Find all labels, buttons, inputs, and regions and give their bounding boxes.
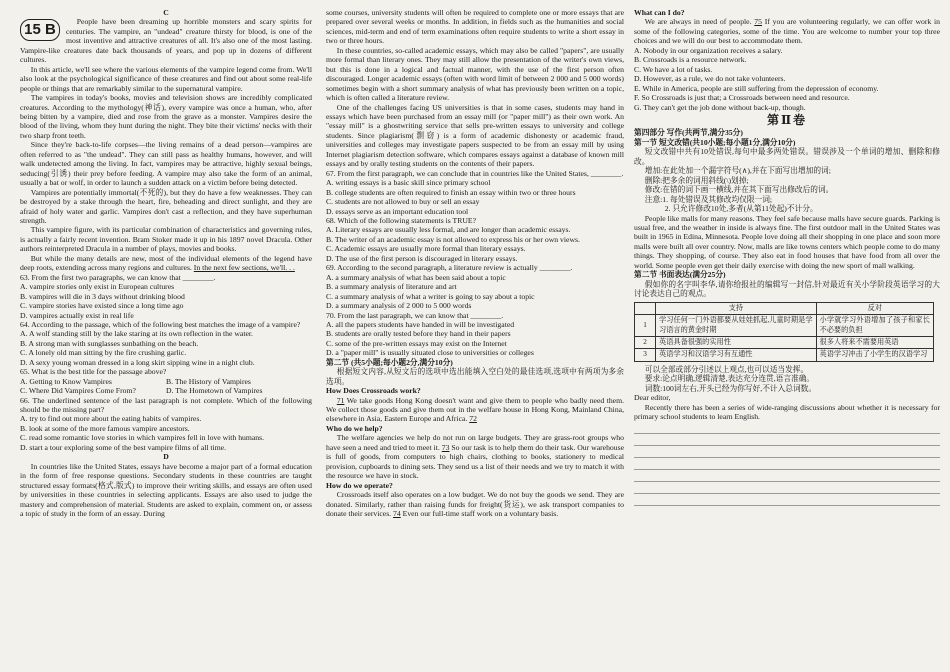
d-para-1: In countries like the United States, essays have become a major part of a formal education in the form of free response questions. Secondary students in these countries are taught structured essay formats(格式,版式) to improve their writing skills, and essays are often used by universities in these countries in selecting applicants. Essays are also used to judge the mastery and comprehension of material. Students are asked to explain, comment on, or assess a topic of study in the form of an essay. During [20, 461, 312, 519]
q68-option-d: D. The use of the first person is discouraged in literary essays. [326, 253, 518, 263]
part-4-title: 第四部分 写作(共两节,满分35分) [634, 128, 743, 138]
heading-operate: How do we operate? [326, 480, 393, 490]
heading-can-do: What can I do? [634, 8, 685, 17]
question-65: 65. What is the best title for the passage above? [20, 367, 167, 377]
para-how-works: 71 We take goods Hong Kong doesn't want and give them to people who badly need them. We collect those goods and give them out in the welfare house in Hong Kong, Mainland China, elsewhere in Asia, Eastern Europe and Africa. 72 [326, 395, 624, 424]
heading-who-help: Who do we help? [326, 423, 383, 433]
section-2-writing-title: 第二节 书面表达(满分25分) [634, 270, 726, 280]
q68-option-c: C. Academic essays are usually more formal than literary essays. [326, 244, 526, 254]
q64-option-a: A. A wolf standing still by the lake staring at its own reflection in the water. [20, 329, 253, 339]
q65-option-c: C. Where Did Vampires Come From? [20, 386, 136, 396]
seven-option-c: C. We have a lot of tasks. [634, 64, 713, 74]
q67-option-c: C. students are not allowed to buy or sell an essay [326, 197, 480, 207]
q63-option-b: B. vampires will die in 3 days without drinking blood [20, 291, 185, 301]
section-2-instructions: 根据短文内容,从短文后的选项中选出能填入空白处的最佳选项,选项中有两项为多余选项。 [326, 367, 624, 386]
q64-option-b: B. A strong man with sunglasses sunbathing on the beach. [20, 338, 199, 348]
seven-option-a: A. Nobody in our organization receives a salary. [634, 45, 783, 55]
q69-option-b: B. a summary analysis of literature and art [326, 282, 457, 292]
support-cell: 英语学习和汉语学习有互通性 [656, 349, 817, 361]
table-row [635, 336, 934, 348]
q70-option-c: C. some of the pre-written essays may exist on the Internet [326, 338, 507, 348]
d-para-1-cont: some courses, university students will often be required to complete one or more essays that are prepared over several weeks or months. In addition, in fields such as the humanities and social sciences, mid-term and end of term examinations often require students to write a short essay in two or three hours. [326, 8, 624, 46]
row-number: 3 [635, 349, 656, 361]
passage-d-letter: D [163, 452, 169, 462]
support-cell: 英语具备很强的实用性 [656, 336, 817, 348]
blank-71: 71 [336, 395, 345, 405]
q69-option-d: D. a summary analysis of 2 000 to 5 000 words [326, 301, 472, 311]
q66-option-d: D. start a tour exploring some of the best vampire films of all time. [20, 442, 227, 452]
requirement-3: 词数:100词左右,开头已经为你写好,不计入总词数。 [644, 383, 817, 393]
section-2-title: 第二节 (共5小题;每小题2分,满分10分) [326, 357, 453, 367]
seven-option-f: F. So Crossroads is just that; a Crossroads between need and resource. [634, 93, 850, 103]
c-para-5: Vampires are potentially immortal(不死的), but they do have a few weaknesses. They can be destroyed by a stake through the heart, fire, beheading and direct sunlight, and they are afraid of holy water and garlic. Vampires don't cast a reflection, and they have superhuman strength. [20, 187, 312, 225]
s1-instruction-4: 修改:在错的词下画一横线,并在其下面写出修改后的词。 [644, 185, 834, 195]
question-63: 63. From the first two paragraphs, we can know that ________. [20, 272, 216, 282]
c-para-7: But while the many details are new, most of the individual elements of the legend have deep roots, extending across many regions and cultures. In the next few sections, we'll. . . [20, 253, 312, 273]
question-70: 70. From the last paragraph, we can know that ________. [326, 310, 504, 320]
c-para-4: Since they're back-to-life corpses—the living remains of a dead person—vampires are often referred to as "the undead". They can still pass as healthy humans, however, and will walk undetected among the living. In fact, vampires may be attractive, highly sexual beings, seducing(引诱) their prey before feeding. A vampire may also take the form of an animal, usually a bat or wolf, in order to launch a sudden attack on a victim before being detected. [20, 140, 312, 188]
question-64: 64. According to the passage, which of the following best matches the image of a vampire? [20, 319, 301, 329]
d-para-3: One of the challenges facing US universities is that in some cases, students may hand in essays which have been purchased from an essay mill (or "paper mill") as their own work. An "essay mill" is a ghostwriting service that sells pre-written essays to university and college students. Since plagiarism(剽窃) is a form of academic dishonesty or academic fraud, universities and colleges may investigate papers suspected to be from an essay mill by using Internet plagiarism detection software, which compares essays against a database of known mill essays and by orally testing students on the contents of their papers. [326, 102, 624, 169]
c-para-3: The vampires in today's books, movies and television shows are incredibly complicated creatures. According to the mythology(神话), every vampire was once a human, who, after being bitten by a vampire, died and rose from the grave as a monster. Vampires desire the blood of the living, whom they hunt during the night. They bite their victims' necks with their two sharp front teeth. [20, 93, 312, 140]
oppose-cell: 英语学习冲击了小学生的汉语学习 [816, 349, 933, 361]
q70-option-d: D. a "paper mill" is usually situated close to universities or colleges [326, 348, 534, 358]
column-3 [634, 8, 940, 506]
column-2 [326, 8, 624, 518]
q63-option-d: D. vampires actually exist in real life [20, 310, 134, 320]
writing-line [634, 494, 940, 506]
q70-option-a: A. all the papers students have handed in will be investigated [326, 319, 515, 329]
row-number: 2 [635, 336, 656, 348]
q66-option-c: C. read some romantic love stories in which vampires fell in love with humans. [20, 433, 265, 443]
s1-instruction-2: 增加:在此处加一个漏字符号(∧),并在下面写出增加的词; [644, 166, 831, 176]
requirement-2: 要求:论点明确,逻辑清楚,表达充分连贯,语言准确。 [644, 374, 815, 384]
q64-option-c: C. A lonely old man sitting by the fire crushing garlic. [20, 348, 187, 358]
q65-options-row-2 [20, 386, 312, 395]
q65-option-b: B. The History of Vampires [166, 376, 251, 386]
para-who-help: The welfare agencies we help do not run on large budgets. They are grass-root groups who have seen a need and tried to meet it. 73 So our task is to help them do their task. Our warehouse is full of goods, from computers to high chairs, clothing to books, stationery to medical provision, cupboards to dining sets. They send us a list of their needs and we try to match it with the resource we have in stock. [326, 433, 625, 481]
page-badge: 15 B [20, 19, 60, 41]
support-cell: 学习任何一门外语都要从娃娃抓起,儿童时期是学习语言的黄金时期 [656, 315, 817, 337]
writing-line [634, 422, 940, 434]
q67-option-d: D. essays serve as an important education tool [326, 206, 469, 216]
c-para-2: In this article, we'll see where the various elements of the vampire legend come from. We'll also look at the psychological significance of these creatures and find out about some real-life people or things that are remarkably similar to the supernatural vampire. [20, 64, 312, 93]
writing-line [634, 434, 940, 446]
q69-option-c: C. a summary analysis of what a writer is going to say about a topic [326, 291, 535, 301]
seven-option-e: E. While in America, people are still suffering from the depression of economy. [634, 83, 879, 93]
blank-75: 75 [754, 17, 762, 27]
q67-option-a: A. writing essays is a basic skill since primary school [326, 178, 491, 188]
q65-option-a: A. Getting to Know Vampires [20, 376, 112, 386]
writing-line [634, 446, 940, 458]
letter-salutation: Dear editor, [634, 393, 671, 403]
writing-line [634, 482, 940, 494]
oppose-cell: 很多人将来不需要用英语 [816, 336, 933, 348]
table-row [635, 315, 934, 337]
q66-option-b: B. look at some of the more famous vampire ancestors. [20, 423, 190, 433]
volume-2-title: 第Ⅱ卷 [766, 112, 808, 127]
table-header-row [635, 302, 934, 314]
s1-instruction-5: 注意:1. 每处错误及其修改均仅限一词; [644, 194, 773, 204]
column-1 [20, 8, 312, 518]
q67-option-b: B. college students are often required to finish an essay within two or three hours [326, 187, 576, 197]
q66-option-a: A. try to find out more about the eating habits of vampires. [20, 414, 202, 424]
q69-option-a: A. a summary analysis of what has been said about a topic [326, 272, 506, 282]
blank-73: 73 [441, 442, 450, 452]
section-1-title: 第一节 短文改错(共10小题;每小题1分,满分10分) [634, 137, 796, 147]
blank-74: 74 [393, 509, 401, 519]
error-correction-passage: People like malls for many reasons. They feel safe because malls have secure guards. Parking is usual free, and the weather in inside is always fine. The first outdoor mall in the United States was built in 1965 in Edina, Minnesota. People love doing all their shopping in one place and soon more malls were built all over country. Now, malls are like towns centers which people come to do many things. They shopping, of course. They also eat in food houses that have food from all over the world. Some people even get their daily exercise with doing the new sport of mall walking. [634, 213, 940, 270]
writing-line [634, 458, 940, 470]
letter-opening: Recently there has been a series of wide-ranging discussions about whether it is necessary for primary school students to learn English. [634, 402, 940, 422]
q70-option-b: B. students are orally tested before they hand in their papers [326, 329, 511, 339]
q65-options-row-1 [20, 377, 312, 386]
passage-c-letter: C [163, 8, 169, 17]
writing-instructions: 假如你的名字叫李华,请你给报社的编辑写一封信,针对最近有关小学阶段英语学习的大讨论表达自己的观点。 [634, 279, 940, 299]
opinion-table [634, 302, 934, 362]
writing-line [634, 470, 940, 482]
header-support: 支持 [656, 302, 817, 314]
question-69: 69. According to the second paragraph, a literature review is actually ________. [326, 263, 573, 273]
blank-72: 72 [469, 414, 477, 424]
para-can-do: We are always in need of people. 75 If you are volunteering regularly, we can offer work in some of the following categories, some of the time. You are welcome to number your top three choices and we will do our best to accommodate them. [634, 17, 941, 46]
oppose-cell: 小学就学习外语增加了孩子和家长不必要的负担 [816, 315, 933, 337]
requirement-1: 可以全部或部分引述以上观点,也可以适当发挥。 [644, 364, 809, 374]
q63-option-a: A. vampire stories only exist in European cultures [20, 282, 175, 292]
question-67: 67. From the first paragraph, we can conclude that in countries like the United States, ________. [326, 168, 624, 178]
para-operate: Crossroads itself also operates on a low budget. We do not buy the goods we send. They are donated. Similarly, rather than raising funds for freight(货运), we ask transport companies to donate their services. 74 Even our full-time staff work on a voluntary basis. [326, 490, 624, 519]
s1-instruction-3: 删除:把多余的词用斜线(\)划掉; [644, 175, 749, 185]
q65-option-d: D. The Hometown of Vampires [166, 386, 263, 396]
seven-option-d: D. However, as a rule, we do not take volunteers. [634, 74, 786, 84]
q64-option-d: D. A sexy young woman dressed in a long skirt sipping wine in a night club. [20, 357, 255, 367]
row-number: 1 [635, 315, 656, 337]
seven-option-b: B. Crossroads is a resource network. [634, 55, 747, 65]
s1-instruction-1: 短文改错中共有10处错误,每句中最多两处错误。错误涉及一个单词的增加、删除和修改。 [634, 147, 940, 166]
underlined-sentence: In the next few sections, we'll. . . [193, 263, 295, 273]
seven-option-g: G. They can't get the job done without back-up, though. [634, 102, 806, 112]
table-row [635, 349, 934, 361]
c-para-1: People have been dreaming up horrible monsters and scary spirits for centuries. The vampire, an "undead" creature thirsty for blood, is one of the most inventive and attractive creatures of all. It's also one of the most lasting. Vampire-like creatures date back thousands of years, and pop up in dozens of different cultures. [20, 17, 312, 65]
header-oppose: 反对 [816, 302, 933, 314]
question-68: 68. Which of the following statements is TRUE? [326, 215, 477, 225]
c-para-6: This vampire figure, with its particular combination of characteristics and governing rules, is actually a fairly recent invention. Bram Stoker made it up in his 1897 novel Dracula. Other authors reinterpreted Dracula in a number of plays, movies and books. [20, 225, 312, 254]
d-para-2: In these countries, so-called academic essays, which may also be called "papers", are usually more formal than literary ones. They may still allow the presentation of the writer's own views, but this is done in a logical and factual manner, with the use of the first person often discouraged. Longer academic essays (often with word limit of between 2 000 and 5 000 words) sometimes begin with a short summary analysis of what has previously been written on a topic, which is often called a literature review. [326, 45, 624, 103]
q68-option-b: B. The writer of an academic essay is not allowed to express his or her own views. [326, 234, 580, 244]
q63-option-c: C. vampire stories have existed since a long time ago [20, 301, 184, 311]
s1-instruction-6: 2. 只允许修改10处,多者(从第11处起)不计分。 [664, 204, 818, 214]
heading-how-works: How Does Crossroads work? [326, 386, 421, 396]
question-66: 66. The underlined sentence of the last paragraph is not complete. Which of the following should be the missing part? [20, 395, 312, 415]
q68-option-a: A. Literary essays are usually less formal, and are longer than academic essays. [326, 225, 571, 235]
